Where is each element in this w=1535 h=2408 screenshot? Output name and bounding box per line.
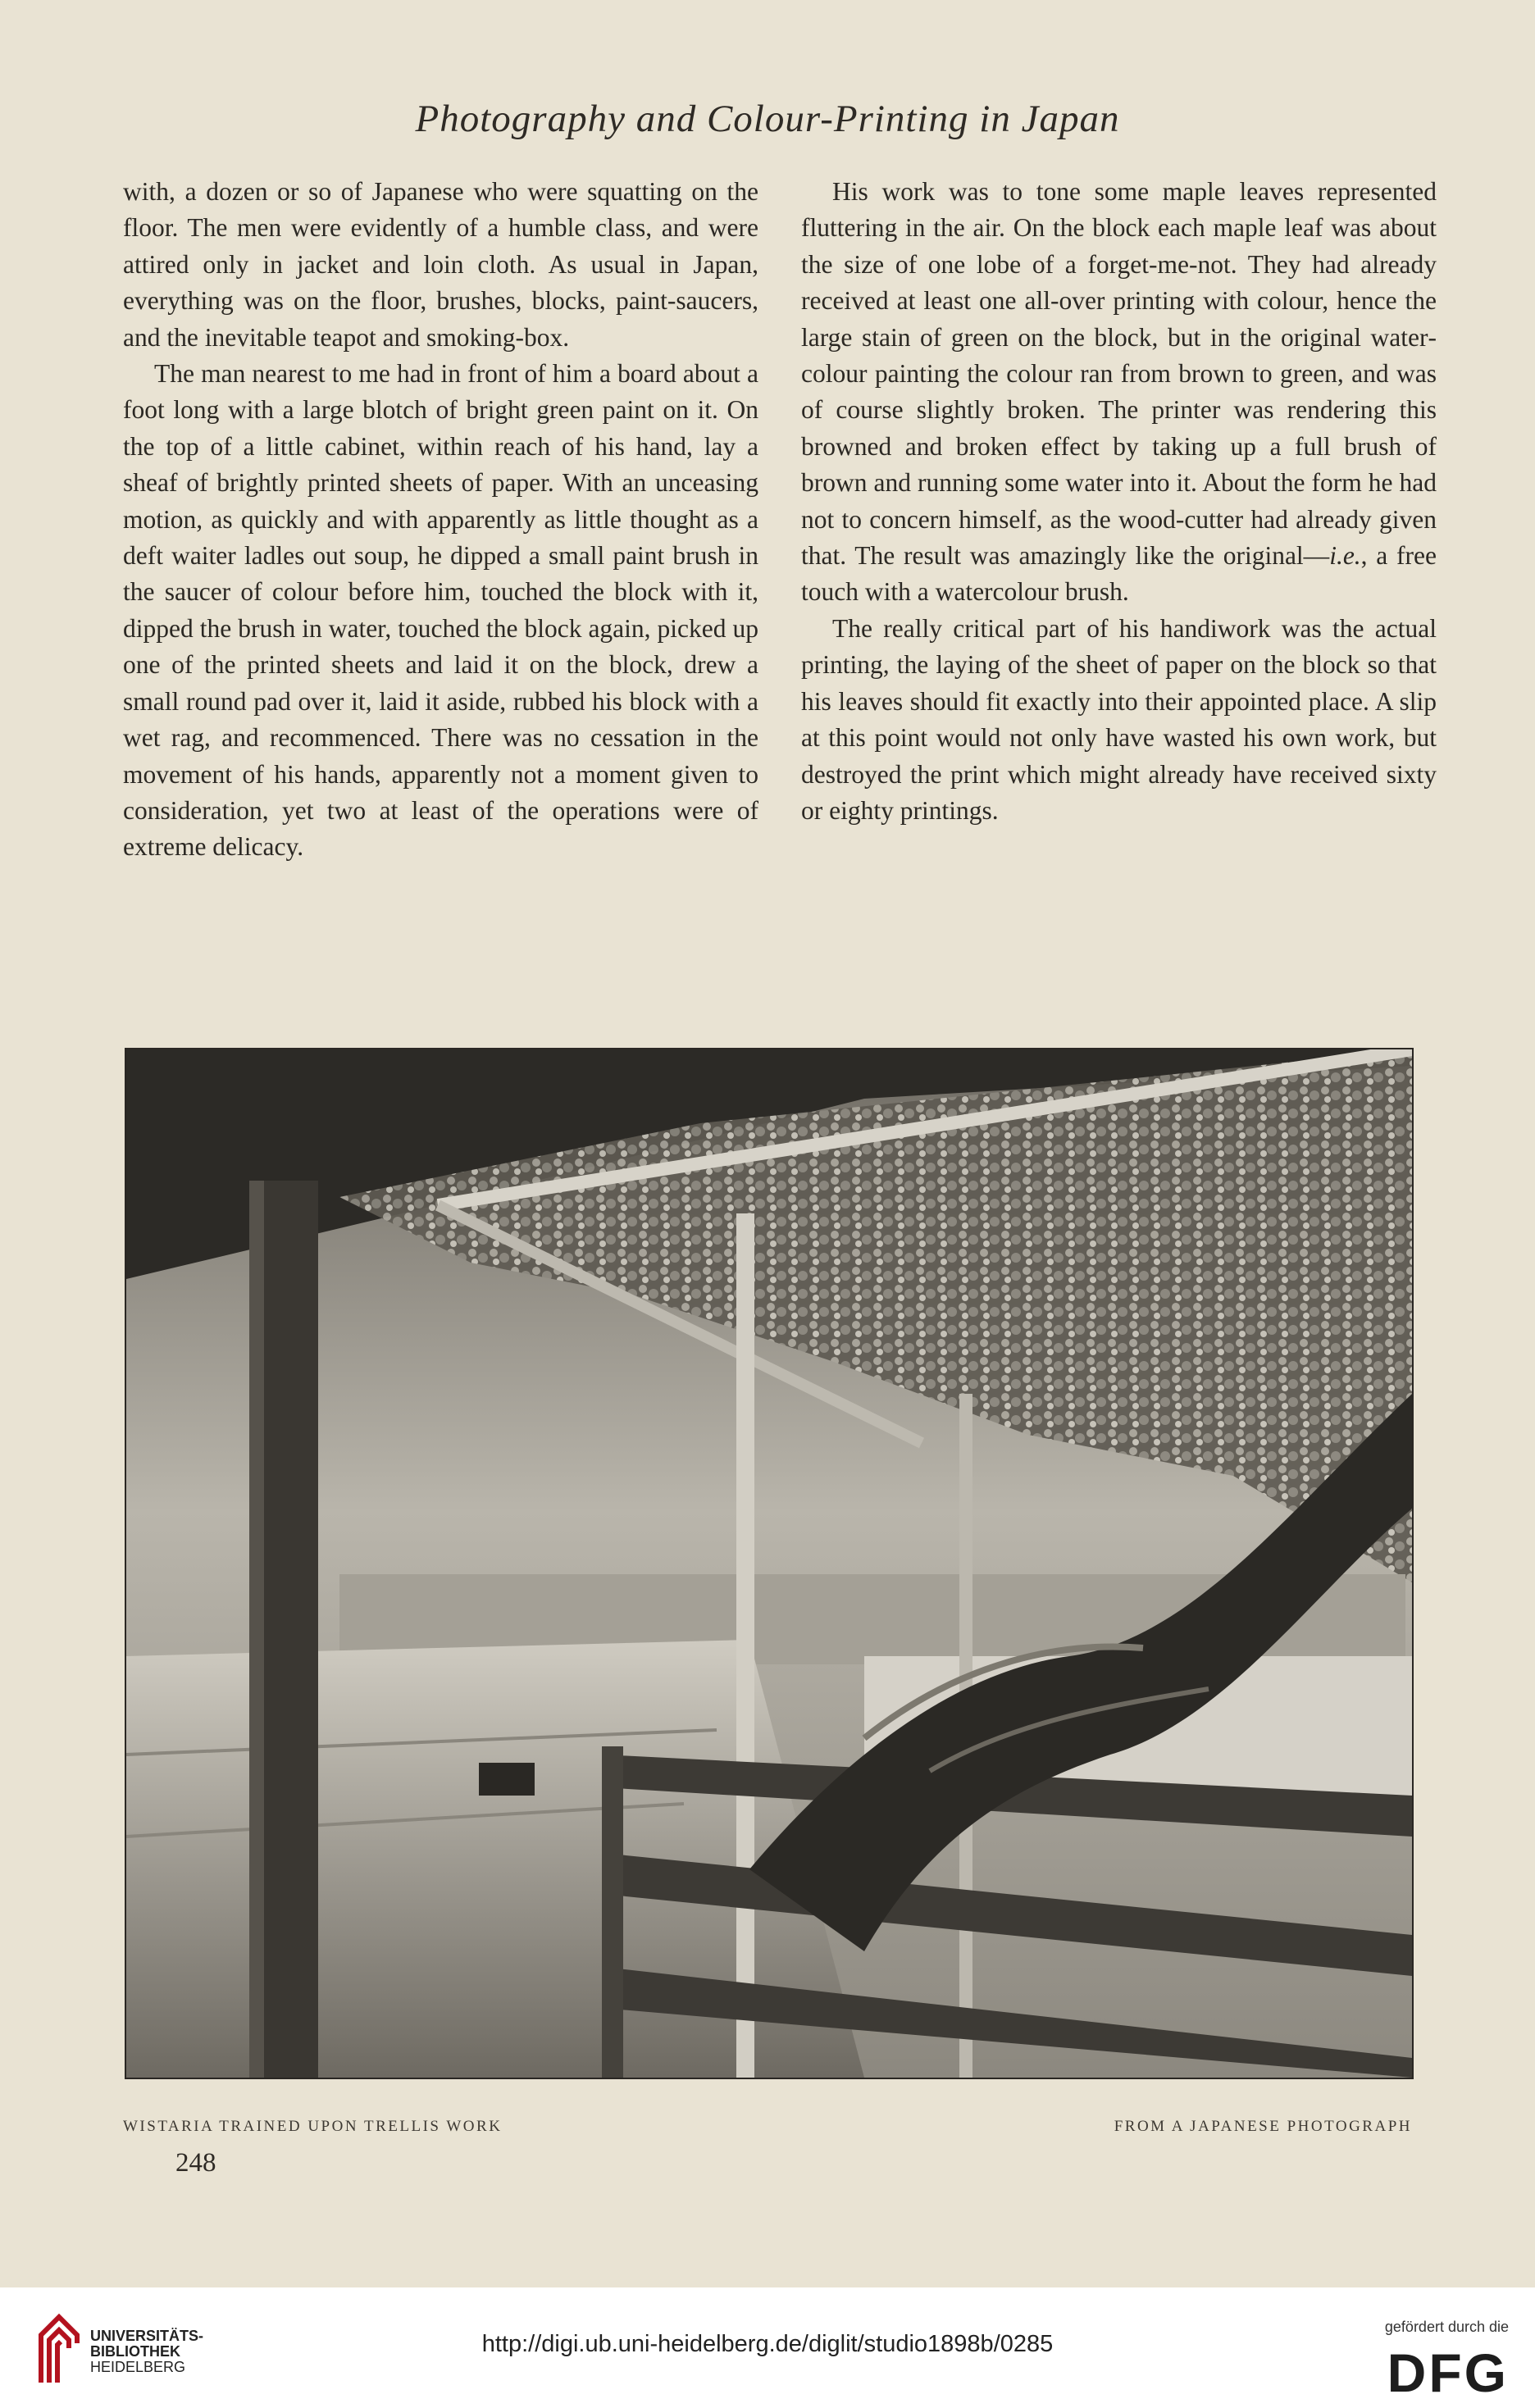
dfg-logo: DFG <box>1387 2342 1509 2403</box>
funder-note: gefördert durch die <box>1384 2319 1509 2335</box>
italic-abbreviation: i.e. <box>1329 541 1361 571</box>
text-column-left <box>123 174 758 866</box>
paragraph: The really critical part of his handiwork was the actual printing, the laying of the sheet of paper on the block so that his leaves should fit exactly into their appointed place. A slip at this point would not only have wasted his own work, but destroyed the print which might already have received sixty or eighty printings. <box>801 613 1437 825</box>
library-name-line: HEIDELBERG <box>90 2359 186 2375</box>
library-name-line: UNIVERSITÄTS- <box>90 2328 204 2344</box>
permalink-url[interactable]: http://digi.ub.uni-heidelberg.de/diglit/studio1898b/0285 <box>481 2331 1054 2357</box>
plate-caption: WISTARIA TRAINED UPON TRELLIS WORK <box>123 2118 503 2135</box>
paragraph: The man nearest to me had in front of him a board about a foot long with a large blotch of bright green paint on it. On the top of a little cabinet, within reach of his hand, lay a sheaf of brightly printed sheets of paper. With an unceasing motion, as quickly and with apparently as little thought as a deft waiter ladles out soup, he dipped a small paint brush in the saucer of colour before him, touched the block with it, dipped the brush in water, touched the block again, picked up one of the printed sheets and laid it on the block, drew a small round pad over it, laid it aside, rubbed his block with a wet rag, and recommenced. There was no cessation in the movement of his hands, apparently not a moment given to consideration, yet two at least of the operations were of extreme delicacy. <box>123 359 758 862</box>
text-column-right <box>801 174 1437 829</box>
running-head: Photography and Colour-Printing in Japan <box>415 98 1120 140</box>
paragraph <box>801 174 1437 611</box>
paragraph: with, a dozen or so of Japanese who were squatting on the floor. The men were evidently of a humble class, and were attired only in jacket and loin cloth. As usual in Japan, everything was on the floor, brushes, blocks, paint-saucers, and the inevitable teapot and smoking-box. <box>123 177 758 352</box>
page-number: 248 <box>175 2148 216 2178</box>
photograph-plate <box>125 1048 1414 2079</box>
plate-credit: FROM A JAPANESE PHOTOGRAPH <box>1114 2118 1412 2135</box>
library-name-line: BIBLIOTHEK <box>90 2343 180 2360</box>
wistaria-trellis-photograph <box>126 1049 1412 2078</box>
paragraph-text: , a free touch with a watercolour brush. <box>801 541 1437 607</box>
paragraph-text: His work was to tone some maple leaves represented fluttering in the air. On the block each maple leaf was about the size of one lobe of a forget-me-not. They had already received at least one all-over printing with colour, hence the large stain of green on the block, but in the original watercolour painting the colour ran from brown to green, and was of course slightly broken. The printer was rendering this browned and broken effect by taking up a full brush of brown and running some water into it. About the form he had not to concern himself, as the wood-cutter had already given that. The result was amazingly like the original— <box>801 177 1437 571</box>
